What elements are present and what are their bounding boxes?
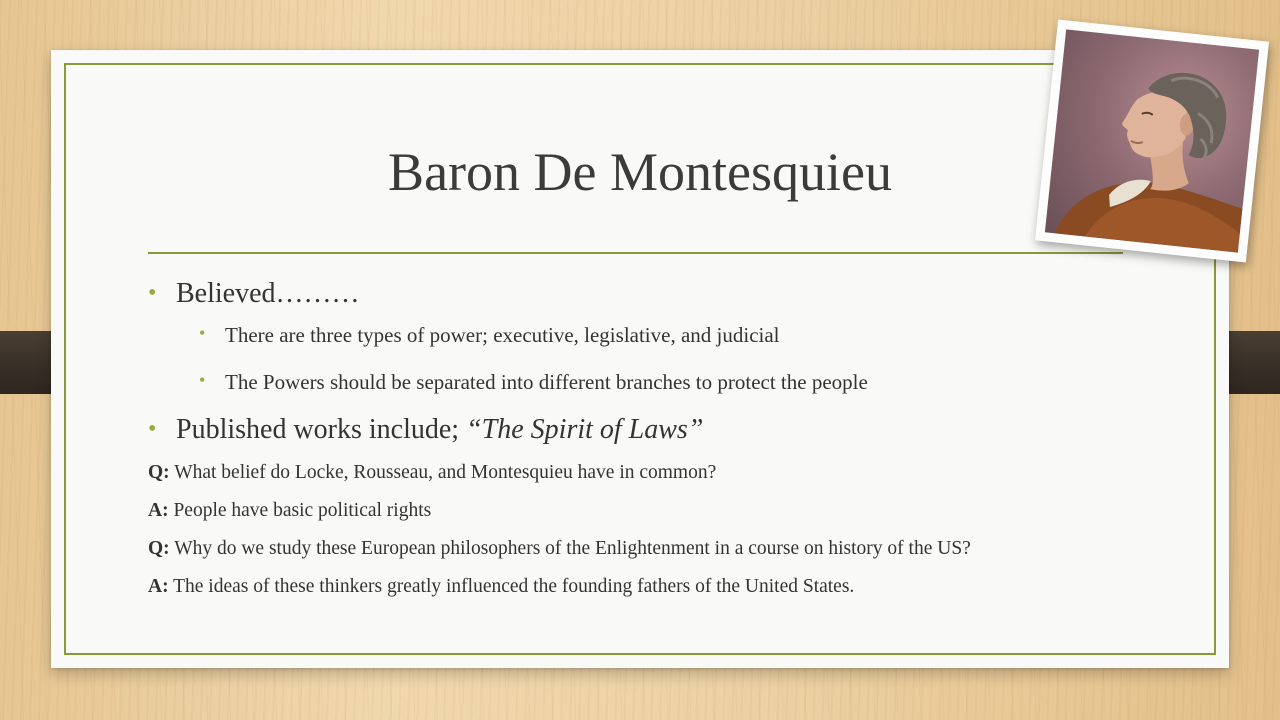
bullet-believed: [148, 276, 1208, 312]
bullet-dot-icon: •: [148, 416, 157, 442]
qa-text: Why do we study these European philosophers of the Enlightenment in a course on history of the US?: [169, 538, 971, 559]
qa-label: Q:: [148, 462, 170, 483]
sub-bullet-text: The Powers should be separated into different branches to protect the people: [225, 370, 868, 394]
bullet-dot-icon: •: [148, 280, 157, 306]
portrait-drawing: [1045, 29, 1259, 252]
montesquieu-portrait-icon: [1045, 29, 1259, 252]
qa-line: [148, 498, 1208, 523]
title-divider: [148, 252, 1123, 254]
slide-content: [148, 276, 1208, 612]
bullet-text: Published works include;: [176, 414, 467, 445]
qa-label: Q:: [148, 538, 170, 559]
qa-label: A:: [148, 576, 169, 597]
book-title: “The Spirit of Laws”: [466, 414, 704, 445]
qa-line: [148, 574, 1208, 599]
qa-line: [148, 536, 1208, 561]
bullet-dot-icon: •: [199, 370, 206, 390]
bullet-text: Believed………: [176, 278, 360, 309]
qa-text: What belief do Locke, Rousseau, and Montesquieu have in common?: [169, 462, 717, 483]
slide-title: Baron De Montesquieu: [388, 142, 892, 202]
sub-bullet-powers: [148, 321, 1208, 349]
sub-bullet-text: There are three types of power; executive, legislative, and judicial: [225, 323, 780, 347]
qa-label: A:: [148, 500, 169, 521]
bullet-published-works: [148, 412, 1208, 448]
bullet-dot-icon: •: [199, 323, 206, 343]
sub-bullet-separation: [148, 368, 1208, 396]
portrait-photo: [1035, 20, 1269, 263]
qa-text: The ideas of these thinkers greatly influenced the founding fathers of the United States.: [168, 576, 855, 597]
qa-line: [148, 460, 1208, 485]
qa-text: People have basic political rights: [168, 500, 432, 521]
